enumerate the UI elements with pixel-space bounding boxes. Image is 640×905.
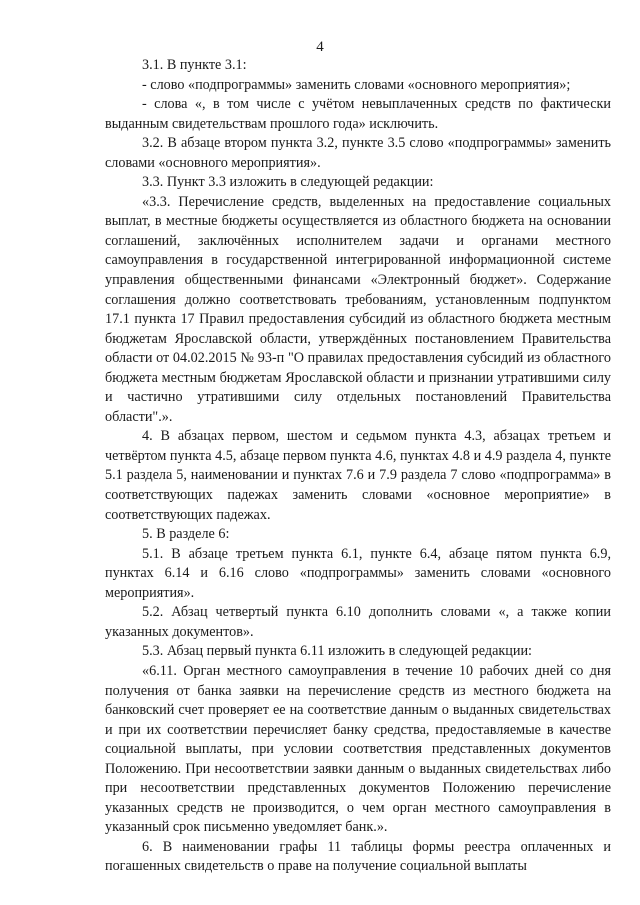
paragraph-6: 6. В наименовании графы 11 таблицы формы реестра оплаченных и погашенных свидетельств о праве на получение социальной выплаты <box>105 838 611 875</box>
paragraph-6-11-quote: «6.11. Орган местного самоуправления в течение 10 рабочих дней со дня получения от банка заявки на перечисление средств из местного бюджета на банковский счет проверяет ее на соответствие данным о выданных свидетельствах и при их соответствии перечисляет банку средства, предоставляемые в качестве социальной выплаты, при условии соответствия представленных документов Положению. При несоответствии заявки данным о выданных свидетельствах либо при несоответствии представленных документов Положению перечисление указанных средств не производится, о чем орган местного самоуправления в указанный срок письменно уведомляет банк.». <box>105 662 611 836</box>
paragraph-4: 4. В абзацах первом, шестом и седьмом пункта 4.3, абзацах третьем и четвёртом пункта 4.5, абзаце первом пункта 4.6, пунктах 4.8 и 4.9 раздела 4, пункте 5.1 раздела 5, наименовании и пунктах 7.6 и 7.9 раздела 7 слово «подпрограмма» в соответствующих падежах заменить словами «основное мероприятие» в соответствующих падежах. <box>105 428 611 523</box>
paragraph-5-1: 5.1. В абзаце третьем пункта 6.1, пункте 6.4, абзаце пятом пункта 6.9, пунктах 6.14 и 6.16 слово «подпрограммы» заменить словами «основного мероприятия». <box>105 545 611 601</box>
paragraph-3-1-item-1: - слово «подпрограммы» заменить словами «основного мероприятия»; <box>142 76 571 93</box>
paragraph-5: 5. В разделе 6: <box>142 526 230 543</box>
paragraph-3-2: 3.2. В абзаце втором пункта 3.2, пункте 3.5 слово «подпрограммы» заменить словами «основного мероприятия». <box>105 135 611 171</box>
paragraph-3-1: 3.1. В пункте 3.1: <box>142 57 247 73</box>
document-body <box>105 56 611 877</box>
paragraph-3-3: 3.3. Пункт 3.3 изложить в следующей редакции: <box>142 174 434 191</box>
paragraph-3-1-item-2: - слова «, в том числе с учётом невыплаченных средств по фактически выданным свидетельствам прошлого года» исключить. <box>105 96 611 132</box>
paragraph-5-3: 5.3. Абзац первый пункта 6.11 изложить в следующей редакции: <box>142 643 532 660</box>
paragraph-3-3-quote: «3.3. Перечисление средств, выделенных на предоставление социальных выплат, в местные бюджеты осуществляется из областного бюджета на основании соглашений, заключённых исполнителем задачи и органами местного самоуправления в государственной интегрированной информационной системе управления общественными финансами «Электронный бюджет». Содержание соглашения должно соответствовать требованиям, установленным подпунктом 17.1 пункта 17 Правил предоставления субсидий из областного бюджета местным бюджетам Ярославской области, утверждённых постановлением Правительства области от 04.02.2015 № 93-п "О правилах предоставления субсидий из областного бюджета местным бюджетам Ярославской области и признании утратившими силу и частично утратившими силу отдельных постановлений Правительства области".». <box>105 193 611 425</box>
page-number: 4 <box>316 39 324 55</box>
paragraph-5-2: 5.2. Абзац четвертый пункта 6.10 дополнить словами «, а также копии указанных документов». <box>105 604 611 640</box>
